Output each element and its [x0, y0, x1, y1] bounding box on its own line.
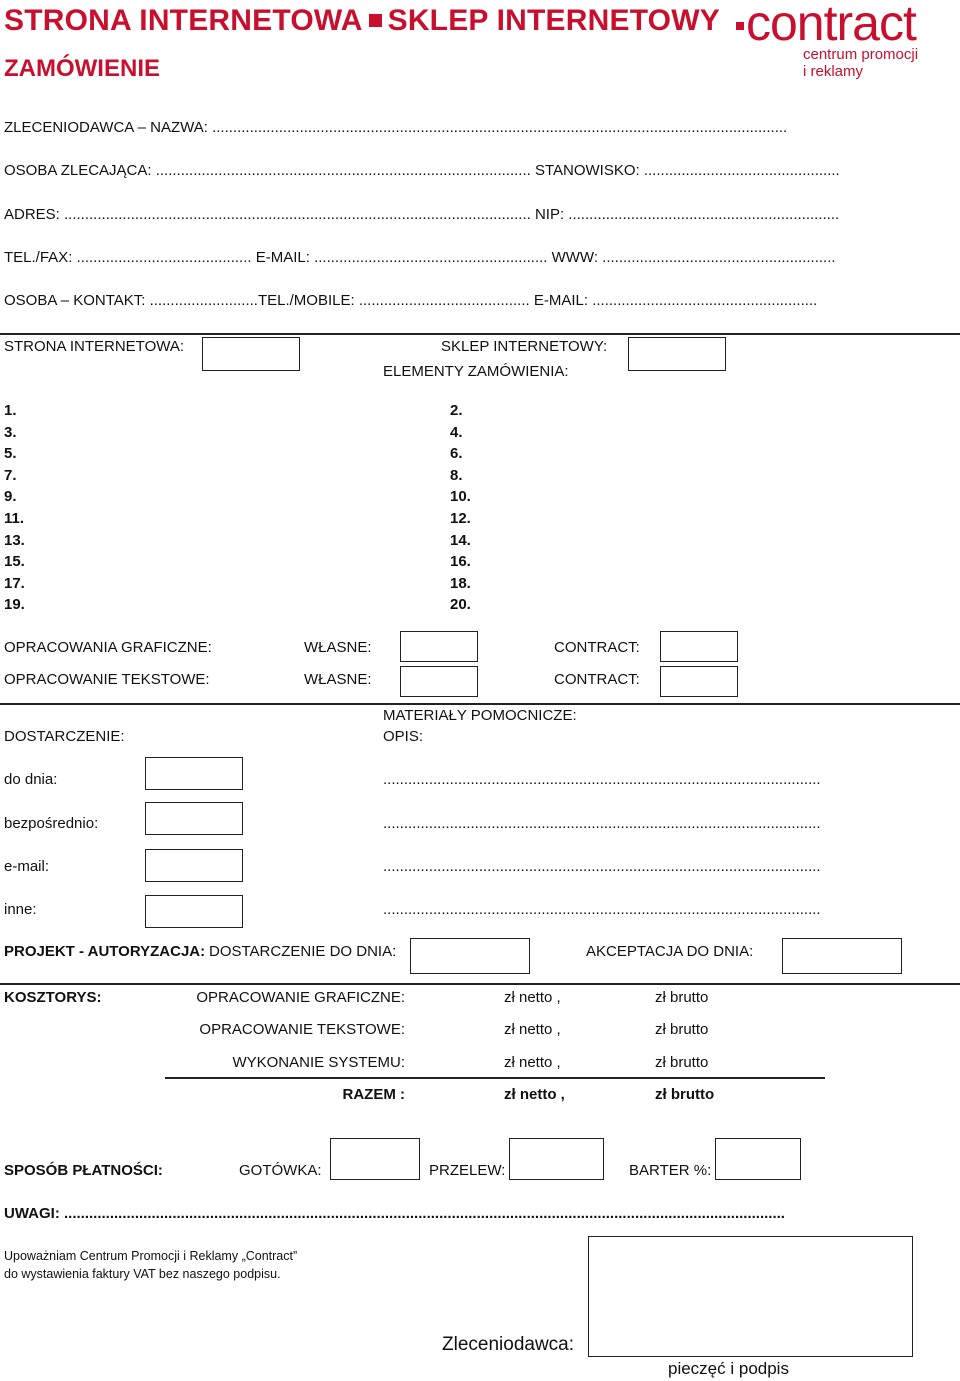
list-item[interactable]: 16. — [450, 553, 471, 571]
page-title — [4, 4, 720, 38]
notes-field[interactable] — [4, 1205, 785, 1222]
costs-label: KOSZTORYS: — [4, 989, 102, 1006]
cost-total-gross[interactable]: zł brutto — [655, 1086, 715, 1103]
text-own-checkbox[interactable] — [400, 666, 478, 697]
project-label: PROJEKT - AUTORYZACJA: — [4, 943, 206, 960]
logo-dot-icon — [736, 22, 744, 30]
ordering-person-field[interactable]: OSOBA ZLECAJĄCA: .......................................................................................... STANOWISKO: ............................................... — [4, 162, 840, 179]
cost-total-net[interactable]: zł netto , — [504, 1086, 565, 1103]
description-label: OPIS: — [383, 728, 424, 745]
items-right-list — [450, 400, 471, 616]
list-item[interactable]: 19. — [4, 596, 25, 614]
cost-row-gross[interactable]: zł brutto — [655, 1054, 709, 1071]
list-item[interactable]: 18. — [450, 574, 471, 592]
delivery-direct-checkbox[interactable] — [145, 802, 243, 835]
graphics-contract-label: CONTRACT: — [554, 639, 640, 656]
delivery-other-label: inne: — [4, 901, 37, 918]
delivery-date-checkbox[interactable] — [145, 757, 243, 790]
payment-transfer-label: PRZELEW: — [429, 1162, 506, 1179]
payment-transfer-checkbox[interactable] — [509, 1138, 604, 1180]
client-signature-label: Zleceniodawca: — [442, 1334, 575, 1355]
payment-cash-checkbox[interactable] — [330, 1138, 420, 1180]
items-left-list — [4, 400, 25, 616]
page-subtitle: ZAMÓWIENIE — [4, 55, 160, 82]
cost-row-name: OPRACOWANIE GRAFICZNE: — [196, 989, 405, 1006]
cost-total-name: RAZEM : — [342, 1086, 405, 1103]
list-item[interactable]: 4. — [450, 423, 463, 441]
list-item[interactable]: 2. — [450, 402, 463, 419]
cost-row-gross[interactable]: zł brutto — [655, 989, 709, 1006]
description-line[interactable]: ......................................................................................................... — [383, 815, 821, 832]
list-item[interactable]: 17. — [4, 574, 25, 592]
divider — [0, 703, 960, 705]
description-line[interactable]: ......................................................................................................... — [383, 901, 821, 918]
project-accept-input[interactable] — [782, 938, 902, 974]
stamp-label: pieczęć i podpis — [668, 1359, 789, 1378]
delivery-email-label: e-mail: — [4, 858, 50, 875]
divider — [0, 983, 960, 985]
delivery-direct-label: bezpośrednio: — [4, 815, 99, 832]
list-item[interactable]: 5. — [4, 445, 17, 463]
total-divider — [165, 1077, 825, 1079]
payment-label: SPOSÓB PŁATNOŚCI: — [4, 1162, 163, 1179]
list-item[interactable]: 13. — [4, 531, 25, 549]
text-label: OPRACOWANIE TEKSTOWE: — [4, 671, 210, 688]
logo-wordmark: contract — [746, 0, 916, 51]
graphics-own-checkbox[interactable] — [400, 631, 478, 662]
delivery-email-checkbox[interactable] — [145, 849, 243, 882]
delivery-date-label: do dnia: — [4, 771, 58, 788]
cost-row-net[interactable]: zł netto , — [504, 1054, 561, 1071]
graphics-contract-checkbox[interactable] — [660, 631, 738, 662]
address-field[interactable]: ADRES: ................................................................................................................ NIP: ................................................................. — [4, 206, 840, 223]
text-contract-checkbox[interactable] — [660, 666, 738, 697]
list-item[interactable]: 15. — [4, 553, 25, 571]
materials-label: MATERIAŁY POMOCNICZE: — [383, 707, 577, 724]
phone-field[interactable]: TEL./FAX: .......................................... E-MAIL: ........................................................ WWW: ........................................................ — [4, 249, 836, 266]
graphics-label: OPRACOWANIA GRAFICZNE: — [4, 639, 212, 656]
list-item[interactable]: 8. — [450, 466, 463, 484]
text-own-label: WŁASNE: — [304, 671, 372, 688]
list-item[interactable]: 11. — [4, 509, 25, 527]
delivery-other-checkbox[interactable] — [145, 895, 243, 928]
graphics-own-label: WŁASNE: — [304, 639, 372, 656]
text-contract-label: CONTRACT: — [554, 671, 640, 688]
shop-checkbox[interactable] — [628, 337, 726, 371]
list-item[interactable]: 10. — [450, 488, 471, 506]
website-label: STRONA INTERNETOWA: — [4, 338, 185, 355]
authorization-line-2: do wystawienia faktury VAT bez naszego podpisu. — [4, 1267, 281, 1281]
list-item[interactable]: 20. — [450, 596, 471, 614]
divider — [0, 333, 960, 335]
list-item[interactable]: 9. — [4, 488, 17, 506]
list-item[interactable]: 6. — [450, 445, 463, 463]
notes-text: UWAGI: ............................................................................................................................................................................. — [4, 1205, 785, 1222]
cost-row-net[interactable]: zł netto , — [504, 1021, 561, 1038]
payment-barter-label: BARTER %: — [629, 1162, 712, 1179]
payment-barter-input[interactable] — [715, 1138, 801, 1180]
vat-authorization — [4, 1247, 297, 1283]
contact-person-field[interactable]: OSOBA – KONTAKT: ..........................TEL./MOBILE: ......................................... E-MAIL: ...................................................... — [4, 292, 818, 309]
cost-row-gross[interactable]: zł brutto — [655, 1021, 709, 1038]
list-item[interactable]: 3. — [4, 423, 17, 441]
authorization-line-1: Upoważniam Centrum Promocji i Reklamy „Contract” — [4, 1249, 298, 1263]
logo-subtitle-1: centrum promocji — [803, 46, 919, 63]
list-item[interactable]: 7. — [4, 466, 17, 484]
project-delivery-label: DOSTARCZENIE DO DNIA: — [209, 943, 397, 960]
shop-label: SKLEP INTERNETOWY: — [441, 338, 608, 355]
list-item[interactable]: 12. — [450, 509, 471, 527]
company-logo — [736, 2, 936, 80]
elements-label: ELEMENTY ZAMÓWIENIA: — [383, 363, 569, 380]
list-item[interactable]: 1. — [4, 402, 17, 419]
description-line[interactable]: ......................................................................................................... — [383, 858, 821, 875]
client-name-field[interactable]: ZLECENIODAWCA – NAZWA: .......................................................................................................................................... — [4, 119, 788, 136]
delivery-label: DOSTARCZENIE: — [4, 728, 125, 745]
bullet-square-icon — [369, 14, 382, 27]
cost-row-name: WYKONANIE SYSTEMU: — [232, 1054, 405, 1071]
cost-row-name: OPRACOWANIE TEKSTOWE: — [199, 1021, 405, 1038]
project-delivery-input[interactable] — [410, 938, 530, 974]
website-checkbox[interactable] — [202, 337, 300, 371]
cost-row-net[interactable]: zł netto , — [504, 989, 561, 1006]
payment-cash-label: GOTÓWKA: — [239, 1162, 322, 1179]
list-item[interactable]: 14. — [450, 531, 471, 549]
title-website: STRONA INTERNETOWA — [4, 4, 363, 37]
project-accept-label: AKCEPTACJA DO DNIA: — [586, 943, 754, 960]
description-line[interactable]: ......................................................................................................... — [383, 771, 821, 788]
title-shop: SKLEP INTERNETOWY — [387, 4, 720, 37]
logo-subtitle-2: i reklamy — [803, 63, 864, 80]
stamp-signature-box[interactable] — [588, 1236, 913, 1357]
